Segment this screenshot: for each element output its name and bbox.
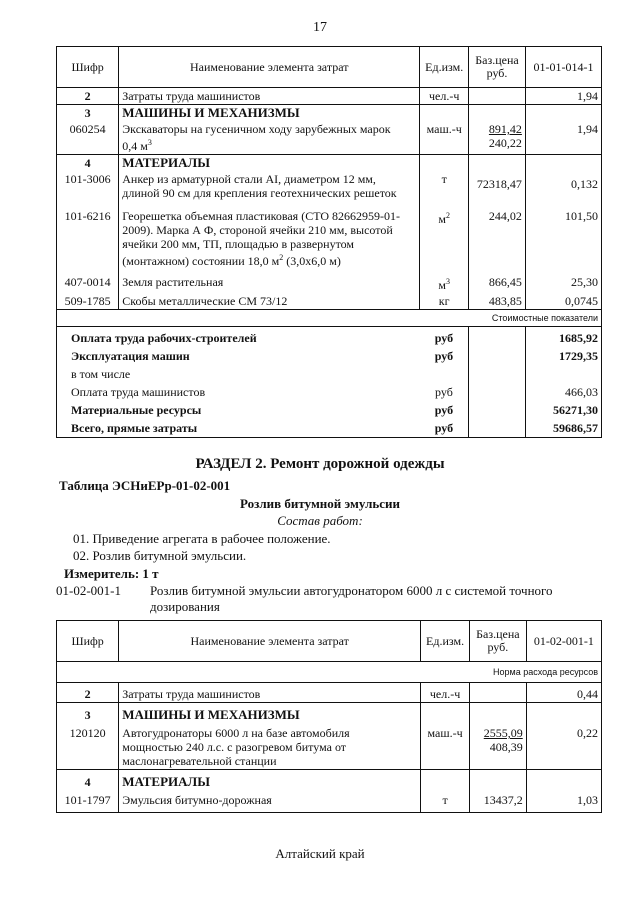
header-code: Шифр [57,47,119,88]
norm-description: Розлив битумной эмульсии автогудронатором 6000 л с системой точного дозирования [150,583,553,614]
table-row: 4 МАТЕРИАЛЫ [57,770,602,791]
work-title: Розлив битумной эмульсии [240,496,400,511]
norm-label-row: Норма расхода ресурсов [57,662,602,683]
table-row: 101-1797 Эмульсия битумно-дорожная т 13437,2 1,03 [57,790,602,813]
table-row: 2 Затраты труда машинистов чел.-ч 0,44 [57,683,602,703]
header-name: Наименование элемента затрат [119,47,420,88]
header-price: Баз.цена руб. [469,621,526,662]
total-row: Материальные ресурсы руб 56271,30 [57,400,602,418]
page-number: 17 [313,20,327,35]
table-row: 3 МАШИНЫ И МЕХАНИЗМЫ [57,703,602,724]
header-price: Баз.цена руб. [469,47,526,88]
section-title: РАЗДЕЛ 2. Ремонт дорожной одежды [195,456,445,472]
header-norm: 01-01-014-1 [525,47,601,88]
measure-unit: Измеритель: 1 т [64,566,159,581]
header-norm: 01-02-001-1 [526,621,601,662]
total-row: Оплата труда рабочих-строителей руб 1685,92 [57,327,602,347]
work-step: 01. Приведение агрегата в рабочее положение. [73,531,331,546]
table-row: 4 МАТЕРИАЛЫ [57,155,602,172]
total-row: Всего, прямые затраты руб 59686,57 [57,418,602,438]
header-code: Шифр [57,621,119,662]
total-row: в том числе [57,364,602,382]
header-name: Наименование элемента затрат [119,621,421,662]
table-row: 407-0014 Земля растительная $м^3$ 866,45 25,30 [57,269,602,293]
table-row: 2 Затраты труда машинистов чел.-ч 1,94 [57,88,602,105]
total-row: Оплата труда машинистов руб 466,03 [57,382,602,400]
table-row: 509-1785 Скобы металлические СМ 73/12 кг 483,85 0,0745 [57,293,602,310]
cost-label-row: Стоимостные показатели [57,310,602,327]
norm-code: 01-02-001-1 [56,583,121,598]
table-row: 101-3006 Анкер из арматурной стали AI, диаметром 12 мм, длиной 90 см для крепления геотехнических решеток т 72318,47 0,132 [57,171,602,201]
cost-table-2 [56,620,602,813]
header-unit: Ед.изм. [420,47,469,88]
cost-table-1 [56,46,602,438]
work-step: 02. Розлив битумной эмульсии. [73,548,247,563]
page-footer: Алтайский край [275,846,365,861]
header-unit: Ед.изм. [421,621,470,662]
table-row: 060254 Экскаваторы на гусеничном ходу зарубежных марок 0,4 $м^3$ маш.-ч 891,42 240,22 1,94 [57,121,602,155]
table-row: 120120 Автогудронаторы 6000 л на базе автомобиля мощностью 240 л.с. с разогревом битума от маслонагревательной станции маш.-ч 2555,09 408,39 0,22 [57,723,602,770]
total-row: Эксплуатация машин руб 1729,35 [57,346,602,364]
composition-heading: Состав работ: [277,513,363,528]
table-id: Таблица ЭСНиЕРр-01-02-001 [59,478,231,493]
table-row: 3 МАШИНЫ И МЕХАНИЗМЫ [57,105,602,122]
table-row: 101-6216 Георешетка объемная пластиковая (СТО 82662959-01- 2009). Марка А Ф, стороной ячейки 210 мм, высотой ячейки 200 мм, ТП, площадью в развернутом (монтажном) состоянии 18,0 $м^2$ (3,0х6,0 м) $м^2$ 244,02 101,50 [57,201,602,269]
